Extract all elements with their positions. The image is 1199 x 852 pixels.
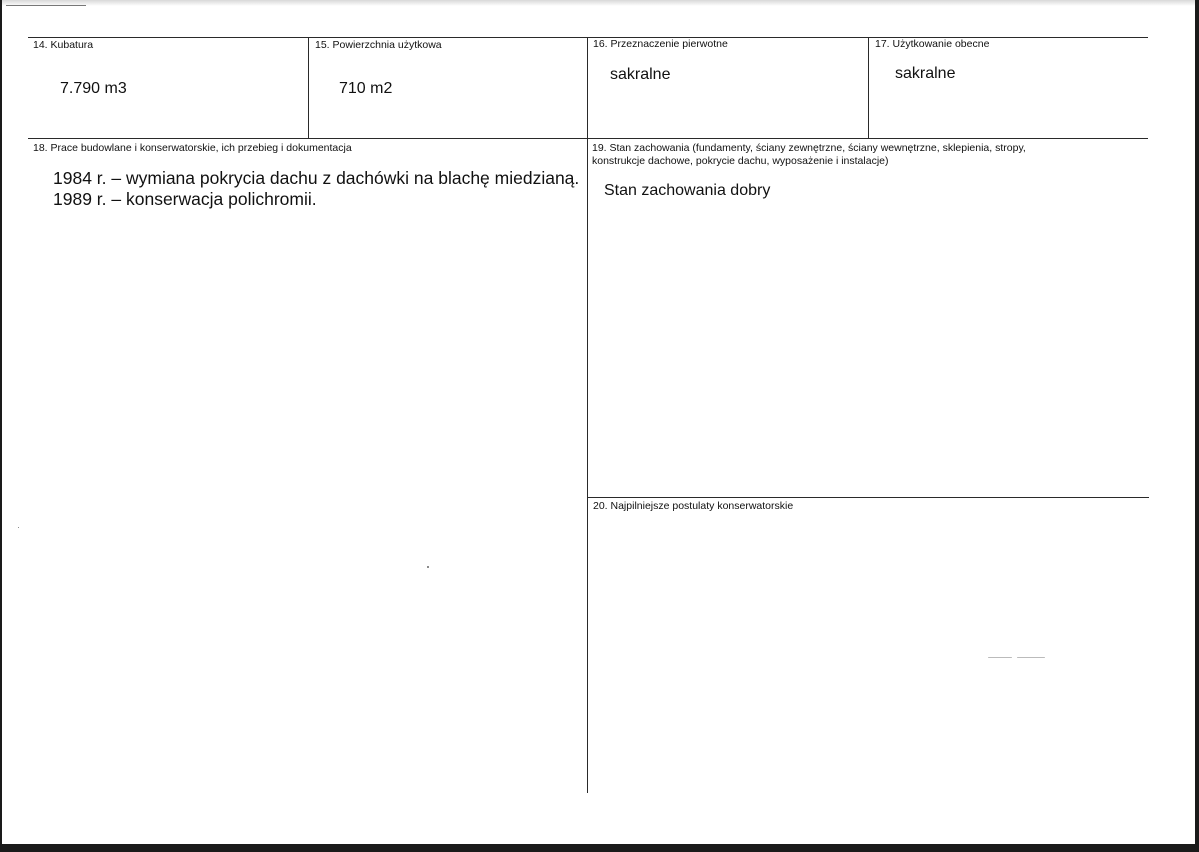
kubatura-value: 7.790 m3 (60, 80, 127, 97)
przeznaczenie-value: sakralne (610, 66, 671, 83)
col1-divider (308, 37, 309, 139)
uzytkowanie-label: 17. Użytkowanie obecne (875, 38, 990, 50)
stan-value: Stan zachowania dobry (604, 182, 771, 199)
postulaty-label: 20. Najpilniejsze postulaty konserwatorskie (593, 500, 794, 512)
scan-speck (1017, 657, 1045, 658)
powierzchnia-label: 15. Powierzchnia użytkowa (315, 39, 442, 51)
prace-line-2: 1989 r. – konserwacja polichromii. (53, 189, 317, 209)
scan-speck (988, 657, 1012, 658)
przeznaczenie-label: 16. Przeznaczenie pierwotne (593, 38, 728, 50)
prace-line-1: 1984 r. – wymiana pokrycia dachu z dachówki na blachę miedzianą. (53, 168, 580, 188)
scan-speck (18, 527, 19, 528)
col-center-divider (587, 37, 588, 793)
kubatura-label: 14. Kubatura (33, 39, 94, 51)
stan-label-line-2: konstrukcje dachowe, pokrycie dachu, wyposażenie i instalacje) (592, 155, 889, 167)
stan-label-line-1: 19. Stan zachowania (fundamenty, ściany zewnętrzne, ściany wewnętrzne, sklepienia, stropy, (592, 142, 1026, 154)
scan-speck (427, 566, 429, 568)
prace-label: 18. Prace budowlane i konserwatorskie, ich przebieg i dokumentacja (33, 142, 352, 154)
uzytkowanie-value: sakralne (895, 65, 956, 82)
section20-top-rule (588, 497, 1149, 498)
powierzchnia-value: 710 m2 (339, 80, 393, 97)
col3-divider (868, 37, 869, 139)
